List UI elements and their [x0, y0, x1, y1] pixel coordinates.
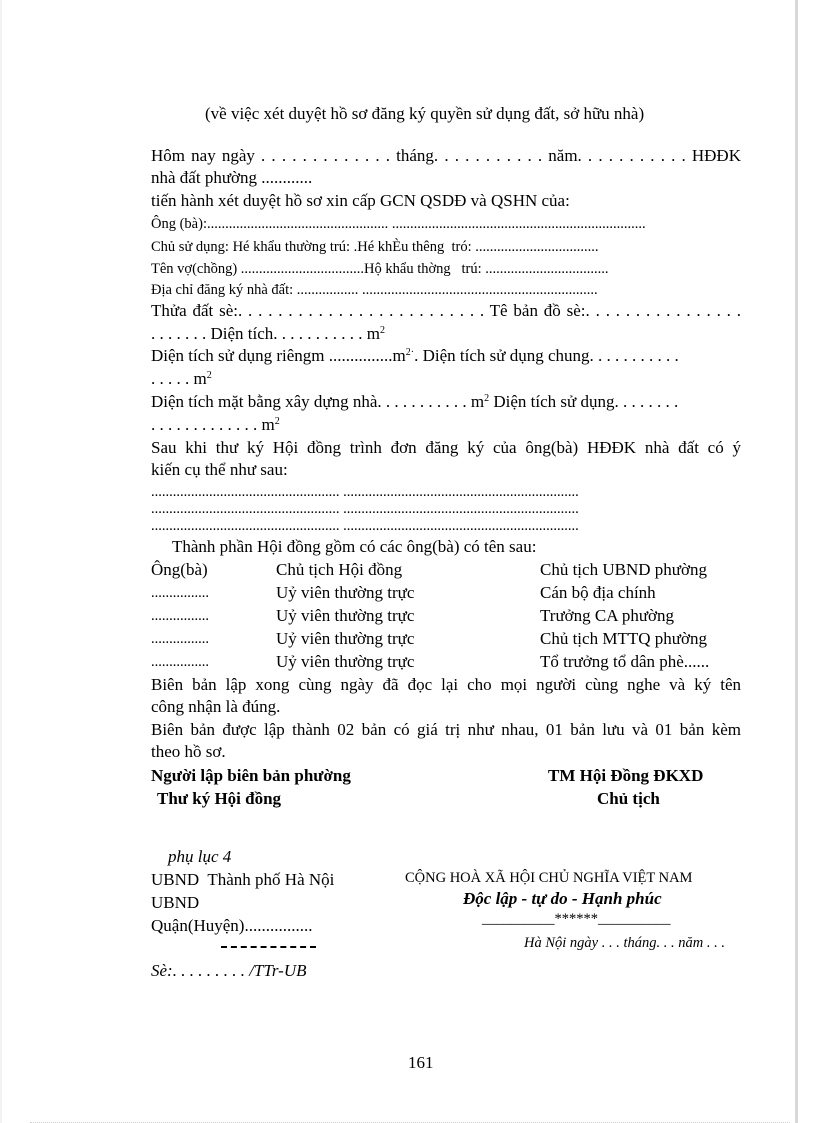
body-line-opinion: kiến cụ thể như sau:	[151, 460, 288, 479]
member-name: ................	[151, 654, 209, 670]
committee-intro: Thành phần Hội đồng gồm có các ông(bà) có tên sau:	[172, 537, 537, 556]
body-line-secretary: Sau khi thư ký Hội đồng trình đơn đăng ký của ông(bà) HĐĐK nhà đất có ý	[151, 438, 741, 457]
member-role: Uỷ viên thường trực	[276, 583, 415, 602]
closing-line-4: theo hồ sơ.	[151, 742, 226, 761]
blank-line: .................................................... .................................................................	[151, 518, 579, 534]
body-line-common-area: . . . . . $m^2$	[151, 369, 212, 388]
page-edge-left	[0, 0, 2, 1123]
member-role: Chủ tịch Hội đồng	[276, 560, 403, 579]
closing-line-2: công nhận là đúng.	[151, 697, 281, 716]
member-role: Uỷ viên thường trực	[276, 606, 415, 625]
signature-right-title: TM Hội Đồng ĐKXD	[548, 766, 704, 785]
member-position: Chủ tịch UBND phường	[540, 560, 707, 579]
body-line-review: tiến hành xét duyệt hồ sơ xin cấp GCN QSDĐ và QSHN của:	[151, 191, 570, 210]
closing-line-1: Biên bản lập xong cùng ngày đã đọc lại cho mọi người cùng nghe và ký tên	[151, 675, 741, 694]
org-ubnd: UBND	[151, 893, 200, 912]
member-name: ................	[151, 585, 209, 601]
body-line-parcel: Thửa đất sè:. . . . . . . . . . . . . . . . . . . . . . . . . Tê bản đồ sè:. . . . . . . . . . . . . . . .	[151, 301, 741, 320]
date-line: Hà Nội ngày . . . tháng. . . năm . . .	[524, 935, 725, 951]
document-number: Sè:. . . . . . . . . /TTr-UB	[151, 961, 307, 980]
member-name: ................	[151, 631, 209, 647]
nation-title: CỘNG HOÀ XÃ HỘI CHỦ NGHĨA VIỆT NAM	[405, 870, 693, 886]
body-line-residence: Chủ sử dụng: Hé khẩu thường trú: .Hé khÈu thêng tró: ..................................	[151, 239, 599, 255]
member-role: Uỷ viên thường trực	[276, 652, 415, 671]
member-position: Chủ tịch MTTQ phường	[540, 629, 707, 648]
member-role: Uỷ viên thường trực	[276, 629, 415, 648]
org-district: Quận(Huyện)................	[151, 916, 313, 935]
member-name: ................	[151, 608, 209, 624]
blank-line: .................................................... .................................................................	[151, 484, 579, 500]
body-line-use-area: . . . . . . . . . . . . . $m^2$	[151, 415, 280, 434]
document-subtitle: (về việc xét duyệt hồ sơ đăng ký quyền sử dụng đất, sở hữu nhà)	[205, 104, 645, 123]
body-line-floor-area: Diện tích mặt bằng xây dựng nhà. . . . . . . . . . . $m^2$ Diện tích sử dụng. . . . . . . .	[151, 392, 679, 411]
motto-underline: __________******__________	[482, 911, 671, 927]
signature-left-role: Thư ký Hội đồng	[157, 789, 282, 808]
page-number: 161	[408, 1053, 434, 1072]
blank-line: .................................................... .................................................................	[151, 501, 579, 517]
separator-line	[221, 946, 316, 948]
body-line-private-area: Diện tích sử dụng riêngm $...............m^{2\cdot}$. Diện tích sử dụng chung. . . . . . . . . . .	[151, 346, 679, 365]
appendix-label: phụ lục 4	[168, 847, 232, 866]
signature-left-title: Người lập biên bản phường	[151, 766, 351, 785]
signature-right-role: Chủ tịch	[597, 789, 660, 808]
org-city: UBND Thành phố Hà Nội	[151, 870, 335, 889]
motto: Độc lập - tự do - Hạnh phúc	[463, 889, 662, 908]
closing-line-3: Biên bản được lập thành 02 bản có giá trị như nhau, 01 bản lưu và 01 bản kèm	[151, 720, 741, 739]
member-position: Trưởng CA phường	[540, 606, 675, 625]
member-name: Ông(bà)	[151, 560, 208, 579]
body-line-spouse: Tên vợ(chồng) ..................................Hộ khẩu thờng trú: ..................................	[151, 261, 609, 277]
body-line-area: . . . . . . . Diện tích. . . . . . . . . . . $m^2$	[151, 324, 386, 343]
body-line-address: Địa chỉ đăng ký nhà đất: ................. .................................................................	[151, 282, 598, 298]
body-line-owner: Ông (bà):.................................................. ......................................................................	[151, 216, 646, 232]
body-line-date: Hôm nay ngày . . . . . . . . . . . . . tháng. . . . . . . . . . . năm. . . . . . . . . . . HĐĐK	[151, 146, 741, 165]
body-line-ward: nhà đất phường ............	[151, 168, 313, 187]
page-edge-right	[795, 0, 798, 1123]
member-position: Cán bộ địa chính	[540, 583, 656, 602]
member-position: Tổ trưởng tổ dân phè......	[540, 652, 710, 671]
